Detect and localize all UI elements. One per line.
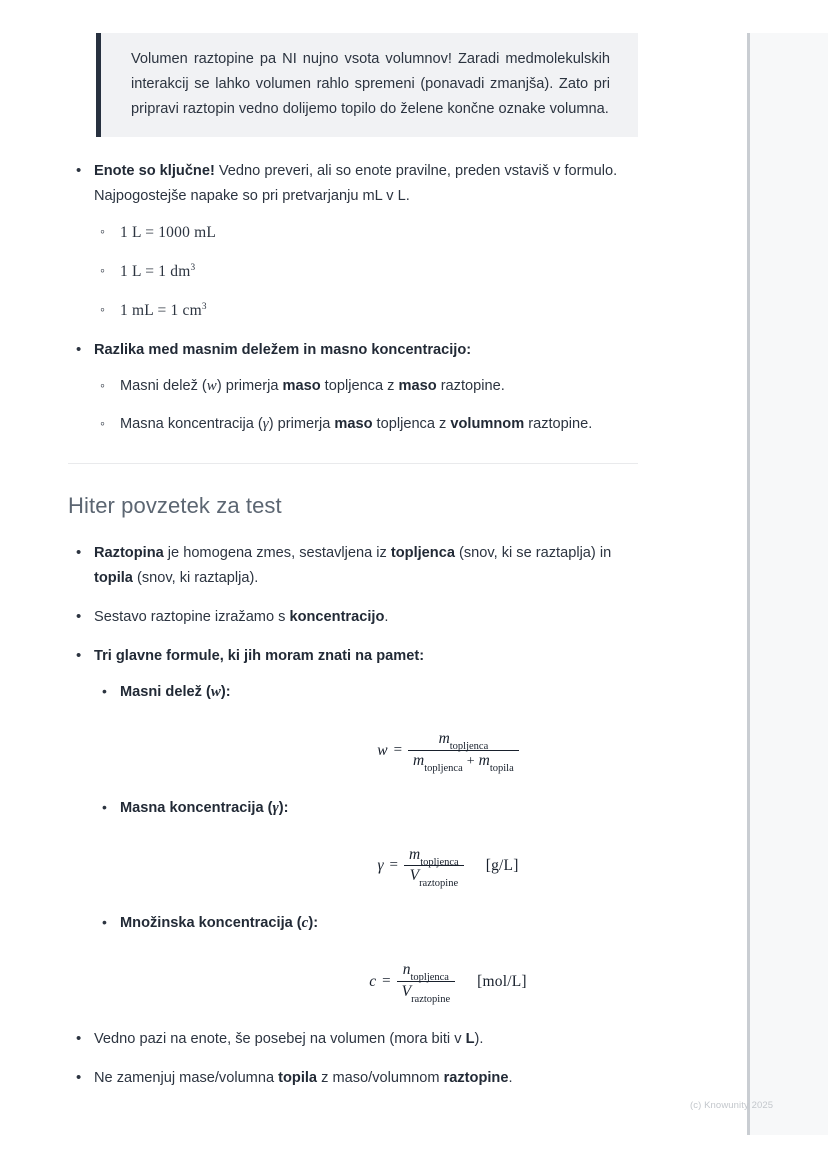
mass-fraction-tail: raztopine. — [436, 378, 505, 394]
formula-2-den-variable-1: V — [409, 867, 420, 885]
formula-2-numerator — [404, 847, 464, 866]
conversion-lhs: 1 L — [120, 224, 142, 241]
formula-2-num-subscript: topljenca — [420, 856, 459, 868]
formula-1-lhs: w — [377, 741, 388, 759]
formula-3-relation: = — [382, 972, 391, 989]
conversion-relation: = — [157, 302, 167, 319]
formula-3-num-subscript: topljenca — [410, 972, 449, 983]
solution-text-3: (snov, ki raztaplja). — [132, 570, 259, 586]
formula-block-molar-concentration — [94, 961, 794, 1005]
formula-3-den-variable-1: V — [401, 982, 412, 1000]
formula-1-numerator — [434, 731, 494, 750]
mass-conc-lead: Masna koncentracija ( — [120, 416, 263, 432]
conversion-expression — [120, 224, 216, 241]
list-item-conversion — [94, 298, 640, 324]
page-title: Hiter povzetek za test — [68, 493, 282, 518]
mass-fraction-bold-1: maso — [282, 378, 321, 394]
units-reminder-text-1: Vedno pazi na enote, še posebej na volumen (mora biti v — [94, 1030, 466, 1047]
callout-text: Volumen raztopine pa NI nujno vsota volumnov! Zaradi medmolekulskih interakcij se lahko volumen rahlo spremeni (ponavadi zmanjša). Zato pri pripravi raztopin vedno dolijemo topilo do želene končne oznake volumna. — [131, 51, 610, 117]
formulas-heading: Tri glavne formule, ki jih moram znati na pamet: — [94, 648, 425, 664]
list-item-composition — [68, 605, 640, 630]
conversion-relation: = — [145, 263, 155, 280]
mass-fraction-bold-2: maso — [398, 378, 437, 394]
conversion-exponent: 3 — [201, 301, 207, 312]
list-item-solution-definition — [68, 541, 640, 591]
difference-heading: Razlika med masnim deležem in masno koncentracijo: — [94, 342, 472, 358]
formula-2-label-lead: Masna koncentracija ( — [120, 799, 273, 816]
list-item-confusion-warning — [68, 1066, 640, 1091]
difference-items-list — [94, 374, 640, 437]
units-bullet-bold: Enote so ključne! — [94, 163, 215, 179]
formula-2-label — [120, 800, 288, 816]
conversion-rhs: 1 cm — [170, 302, 202, 319]
unit-conversions-list — [94, 220, 640, 324]
formulas-list-3 — [94, 911, 640, 936]
solution-bold-1: Raztopina — [94, 545, 164, 561]
solution-text-1: je homogena zmes, sestavljena iz — [163, 545, 391, 561]
list-item-units-reminder — [68, 1027, 640, 1052]
formula-block-mass-fraction — [94, 730, 794, 774]
notes-list — [68, 159, 640, 437]
mass-conc-after: ) primerja — [268, 416, 335, 432]
conversion-rhs: 1000 mL — [158, 224, 217, 241]
formula-1-den-variable-1: m — [413, 751, 425, 769]
warning-bold-1: topila — [278, 1069, 318, 1086]
formulas-list — [94, 680, 640, 705]
mass-conc-symbol: γ — [262, 416, 269, 432]
summary-list — [68, 541, 640, 1091]
warning-bold-2: raztopine — [443, 1069, 509, 1086]
solution-bold-3: topila — [94, 570, 133, 586]
conversion-lhs: 1 L — [120, 263, 142, 280]
formula-2-den-subscript-1: raztopine — [419, 878, 459, 890]
formula-1-den-operator: + — [466, 753, 475, 769]
formula-1-label-symbol: w — [210, 684, 221, 700]
copyright-watermark: (c) Knowunity 2025 — [690, 1100, 774, 1111]
mass-fraction-mid: topljenca z — [320, 378, 399, 394]
formula-1-den-subscript-2: topila — [489, 762, 514, 774]
solution-bold-2: topljenca — [390, 545, 455, 561]
formula-2-label-symbol: γ — [272, 799, 279, 816]
warning-text-2: z maso/volumnom — [317, 1069, 444, 1086]
mass-conc-bold-1: maso — [334, 416, 373, 432]
composition-text-1: Sestavo raztopine izražamo s — [94, 609, 290, 625]
list-item-mass-fraction — [94, 374, 640, 399]
units-reminder-bold-1: L — [465, 1030, 475, 1047]
formula-1-num-subscript: topljenca — [449, 741, 489, 752]
units-reminder-text-2: ). — [474, 1030, 484, 1047]
conversion-relation: = — [145, 224, 155, 241]
formula-3-label-symbol: c — [301, 915, 309, 931]
mass-conc-tail: raztopine. — [524, 416, 593, 432]
formula-1-label-tail: ): — [220, 684, 231, 700]
list-item-formula-mass-fraction — [94, 680, 640, 705]
formula-1-fraction — [408, 730, 519, 774]
formula-1-den-variable-2: m — [478, 751, 490, 769]
formula-3-denominator — [397, 982, 456, 1005]
conversion-lhs: 1 mL — [120, 302, 154, 319]
formula-2-lhs: γ — [377, 857, 384, 875]
formula-1-den-subscript-1: topljenca — [424, 762, 463, 774]
formula-1-relation: = — [393, 741, 403, 758]
composition-text-2: . — [384, 609, 389, 625]
formula-3-label — [120, 915, 318, 931]
formula-1-label-lead: Masni delež ( — [120, 684, 211, 700]
formula-3-fraction — [397, 961, 456, 1005]
formula-block-mass-concentration — [94, 845, 794, 890]
mass-fraction-symbol: w — [206, 378, 217, 394]
formula-3-den-subscript-1: raztopine — [411, 993, 451, 1005]
formula-3-equation — [369, 961, 527, 1005]
list-item-formulas — [68, 644, 640, 1005]
conversion-exponent: 3 — [190, 262, 196, 273]
formula-3-num-variable: n — [402, 961, 411, 978]
formula-1-equation — [377, 730, 519, 774]
section-divider — [68, 463, 638, 464]
mass-conc-bold-2: volumnom — [450, 416, 525, 432]
formulas-list-2 — [94, 796, 640, 821]
solution-text-2: (snov, ki se raztaplja) in — [454, 545, 612, 561]
formula-1-label — [120, 684, 231, 700]
formula-3-units: [mol/L] — [477, 972, 527, 990]
composition-bold-1: koncentracijo — [289, 609, 385, 625]
mass-fraction-after: ) primerja — [216, 378, 283, 394]
mass-fraction-lead: Masni delež ( — [120, 378, 207, 394]
list-item-formula-molar-concentration — [94, 911, 640, 936]
formula-2-label-tail: ): — [278, 799, 289, 816]
conversion-expression — [120, 302, 207, 319]
units-bullet-rest: Vedno preveri, ali so enote pravilne, preden vstaviš v formulo. Najpogostejše napake so pri pretvarjanju mL v L. — [94, 163, 618, 204]
conversion-expression — [120, 263, 195, 280]
list-item-conversion — [94, 220, 640, 246]
list-item-mass-concentration — [94, 412, 640, 437]
formula-1-denominator — [408, 751, 519, 774]
formula-2-units: [g/L] — [485, 857, 519, 875]
list-item-formula-mass-concentration — [94, 796, 640, 821]
callout-blockquote — [96, 33, 638, 137]
formula-3-label-lead: Množinska koncentracija ( — [120, 915, 302, 931]
list-item-difference — [68, 338, 640, 437]
formula-1-num-variable: m — [438, 730, 450, 747]
formula-2-denominator — [405, 866, 464, 890]
list-item-units — [68, 159, 640, 324]
warning-text-3: . — [508, 1069, 513, 1086]
conversion-rhs: 1 dm — [158, 263, 191, 280]
formula-3-label-tail: ): — [308, 915, 319, 931]
formula-2-equation — [377, 845, 519, 890]
formula-2-relation: = — [389, 857, 399, 874]
warning-text-1: Ne zamenjuj mase/volumna — [94, 1069, 279, 1086]
formula-3-numerator — [398, 962, 454, 981]
formula-3-lhs: c — [369, 972, 377, 990]
formula-2-num-variable: m — [409, 845, 421, 863]
formula-2-fraction — [404, 845, 464, 890]
list-item-conversion — [94, 259, 640, 285]
mass-conc-mid: topljenca z — [372, 416, 451, 432]
